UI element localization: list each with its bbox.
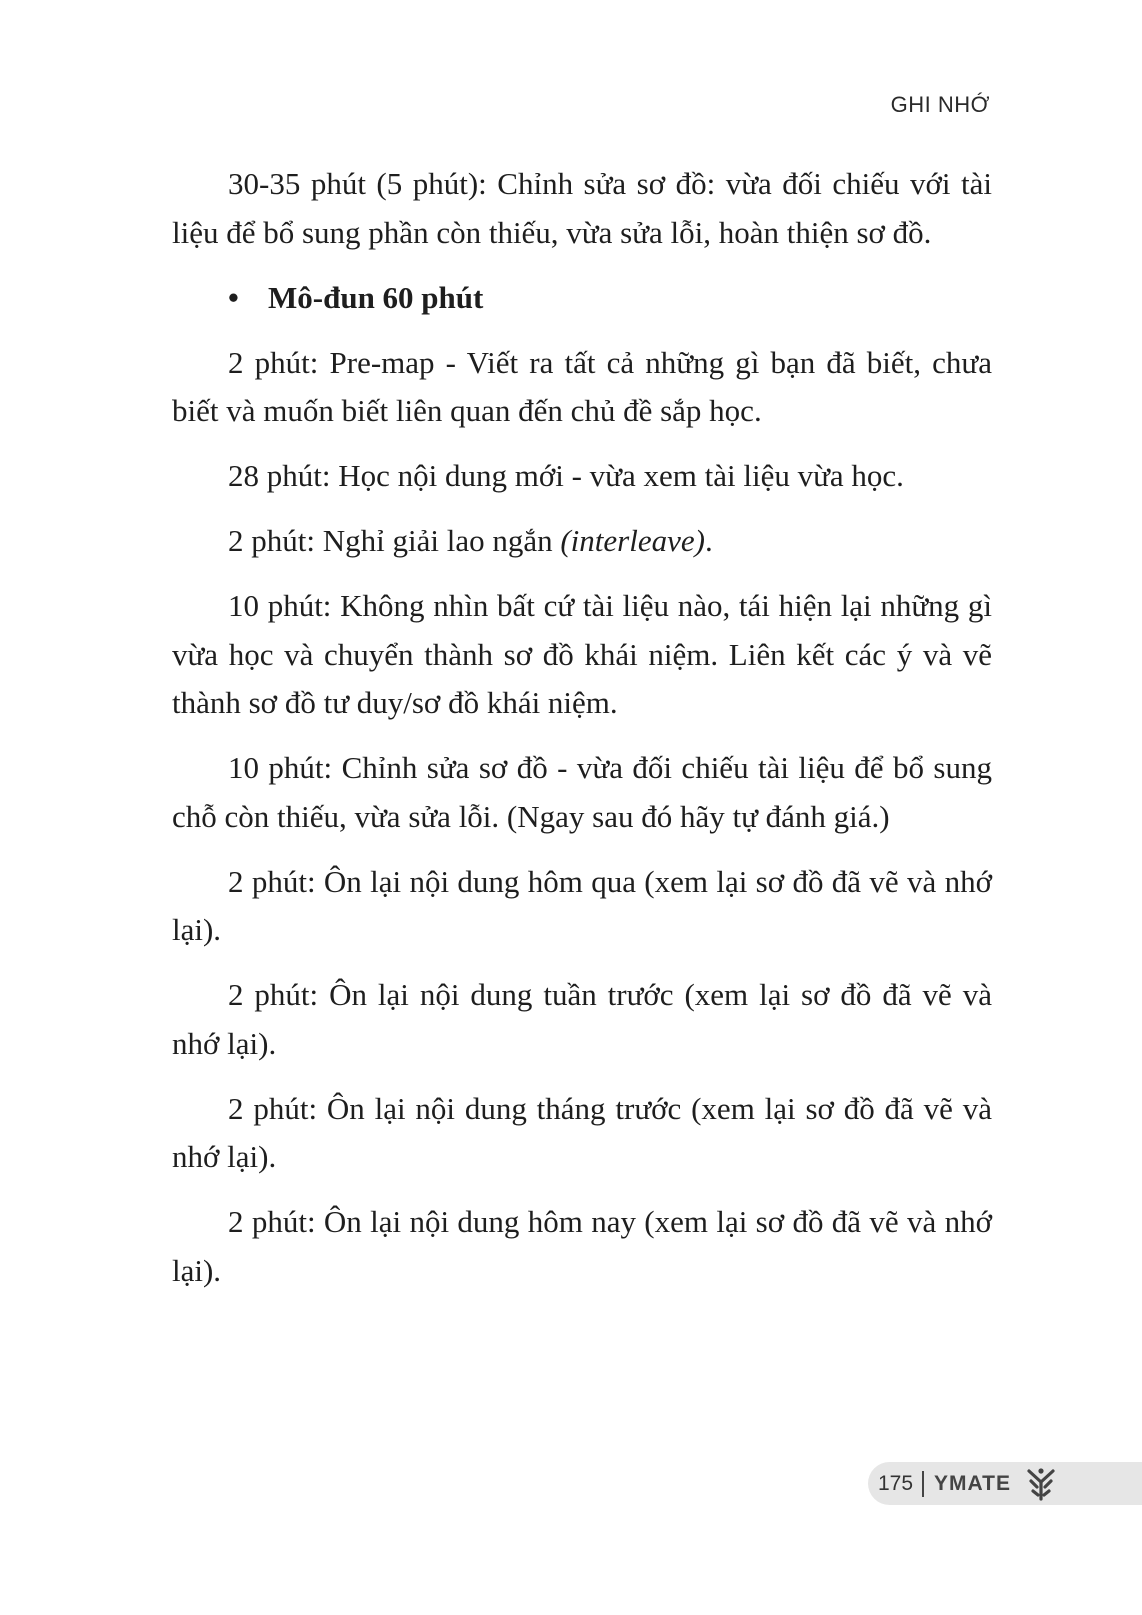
footer-divider bbox=[922, 1471, 924, 1497]
ymate-logo-icon bbox=[1025, 1467, 1057, 1501]
paragraph-review-last-week: 2 phút: Ôn lại nội dung tuần trước (xem lại sơ đồ đã vẽ và nhớ lại). bbox=[172, 977, 992, 1061]
paragraph-learn-new: 28 phút: Học nội dung mới - vừa xem tài liệu vừa học. bbox=[228, 458, 904, 493]
paragraph-review-yesterday: 2 phút: Ôn lại nội dung hôm qua (xem lại sơ đồ đã vẽ và nhớ lại). bbox=[172, 863, 992, 947]
page-footer bbox=[868, 1462, 1142, 1505]
paragraph-edit-map: 10 phút: Chỉnh sửa sơ đồ - vừa đối chiếu tài liệu để bổ sung chỗ còn thiếu, vừa sửa lỗi. (Ngay sau đó hãy tự đánh giá.) bbox=[172, 750, 992, 834]
body-text bbox=[172, 160, 992, 1312]
module-heading-text: Mô-đun 60 phút bbox=[268, 279, 484, 315]
paragraph-recall-map: 10 phút: Không nhìn bất cứ tài liệu nào, tái hiện lại những gì vừa học và chuyển thành sơ đồ khái niệm. Liên kết các ý và vẽ thành sơ đồ tư duy/sơ đồ khái niệm. bbox=[172, 588, 992, 720]
paragraph-pre-map: 2 phút: Pre-map - Viết ra tất cả những gì bạn đã biết, chưa biết và muốn biết liên quan đến chủ đề sắp học. bbox=[172, 344, 992, 428]
bullet-icon: • bbox=[228, 279, 239, 315]
paragraph-review-today: 2 phút: Ôn lại nội dung hôm nay (xem lại sơ đồ đã vẽ và nhớ lại). bbox=[172, 1204, 992, 1288]
paragraph-break bbox=[172, 517, 992, 566]
paragraph-review-last-month: 2 phút: Ôn lại nội dung tháng trước (xem lại sơ đồ đã vẽ và nhớ lại). bbox=[172, 1090, 992, 1174]
paragraph-30-35-min: 30-35 phút (5 phút): Chỉnh sửa sơ đồ: vừa đối chiếu với tài liệu để bổ sung phần còn thiếu, vừa sửa lỗi, hoàn thiện sơ đồ. bbox=[172, 166, 992, 250]
page-number: 175 bbox=[878, 1471, 914, 1495]
break-period: . bbox=[704, 523, 713, 558]
brand-name: YMATE bbox=[934, 1471, 1011, 1495]
running-head-title: GHI NHỚ bbox=[890, 92, 990, 117]
break-italic-term: (interleave) bbox=[560, 523, 705, 558]
break-text: 2 phút: Nghỉ giải lao ngắn bbox=[228, 523, 561, 558]
module-heading bbox=[172, 274, 992, 323]
